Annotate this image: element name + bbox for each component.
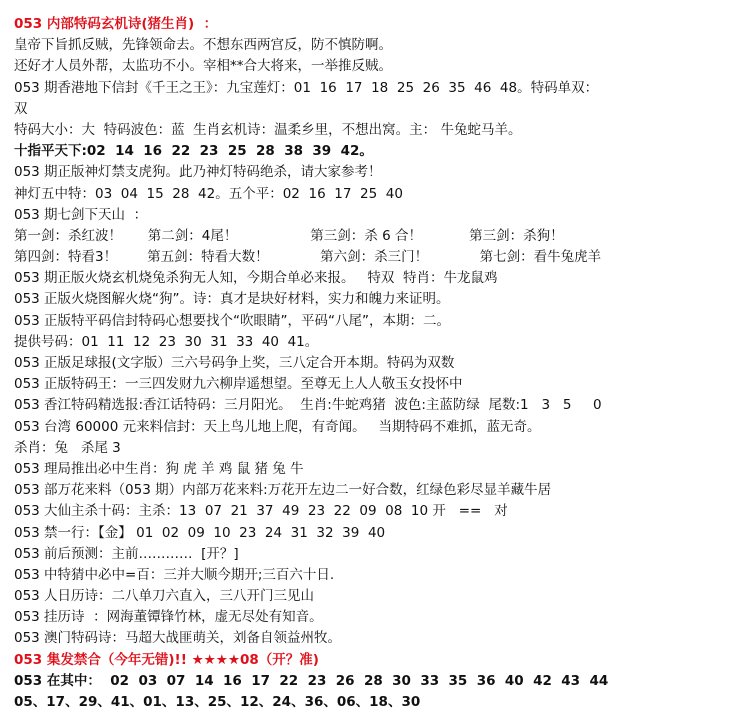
line-28: 053 人日历诗：二八单刀六直入，三八开门三见山 [14, 588, 315, 605]
line-14: 053 正版火烧图解火烧“狗”。诗：真才是块好材料，实力和魄力来证明。 [14, 291, 450, 308]
line-16: 提供号码：01 11 12 23 30 31 33 40 41。 [14, 333, 319, 350]
line-32: 053 在其中： 02 03 07 14 16 17 22 23 26 28 30 33 35 36 40 42 43 44 [14, 672, 609, 689]
line-18: 053 正版特码王：一三四发财九六柳岸遥想望。至尊无上人人敬玉女投怀中 [14, 376, 463, 393]
line-33: 05、17、29、41、01、13、25、12、24、36、06、18、30 [14, 694, 421, 710]
line-09: 神灯五中特：03 04 15 28 42。五个平：02 16 17 25 40 [14, 185, 403, 202]
line-22: 053 理局推出必中生肖：狗 虎 羊 鸡 鼠 猪 兔 牛 [14, 460, 304, 477]
line-12: 第四剑：特看3！ 第五剑：特看大数！ 第六剑：杀三门！ 第七剑：看牛兔虎羊 [14, 249, 602, 266]
line-11: 第一剑：杀红波！ 第二剑：4尾！ 第三剑：杀 6 合！ 第三剑：杀狗！ [14, 227, 564, 244]
line-21: 杀肖：兔 杀尾 3 [14, 439, 121, 456]
line-20: 053 台湾 60000 元来料信封：天上鸟儿地上爬，有奇闻。 当期特码不难抓，蓝无奇。 [14, 418, 541, 435]
line-08: 053 期正版神灯禁支虎狗。此乃神灯特码绝杀，请大家参考！ [14, 164, 382, 181]
line-27: 053 中特猜中必中=百：三并大顺今期开;三百六十日. [14, 566, 335, 583]
line-04: 053 期香港地下信封《千王之王》：九宝莲灯：01 16 17 18 25 26 35 46 48。特码单双： [14, 79, 599, 96]
line-15: 053 正版特平码信封特码心想要找个“吹眼睛”，平码“八尾”，本期：二。 [14, 312, 451, 329]
line-23: 053 部万花来料（053 期）内部万花来料:万花开左边二一好合数，红绿色彩尽显羊藏牛居 [14, 482, 552, 499]
line-25: 053 禁一行：【金】 01 02 09 10 23 24 31 32 39 40 [14, 524, 386, 541]
line-24: 053 大仙主杀十码：主杀：13 07 21 37 49 23 22 09 08 10 开 == 对 [14, 503, 508, 520]
line-19: 053 香江特码精选报:香江话特码：三月阳光。 生肖:牛蛇鸡猪 波色:主蓝防绿 尾数:1 3 5 0 [14, 397, 602, 414]
line-06: 特码大小：大 特码波色：蓝 生肖玄机诗：温柔乡里，不想出窝。主： 牛兔蛇马羊。 [14, 121, 522, 138]
line-02: 皇帝下旨抓反贼，先锋领命去。不想东西两宫反，防不慎防啊。 [14, 37, 392, 54]
line-13: 053 期正版火烧玄机烧兔杀狗无人知，今期合单必来报。 特双 特肖：牛龙鼠鸡 [14, 270, 498, 287]
line-07: 十指平天下:02 14 16 22 23 25 28 38 39 42。 [14, 143, 373, 160]
line-01-title: 053 内部特码玄机诗(猪生肖) ： [14, 16, 218, 32]
line-05: 双 [14, 100, 28, 117]
line-03: 还好才人员外帮，太监功不小。宰相**合大将来，一举推反贼。 [14, 58, 392, 75]
line-31-highlight: 053 集发禁合（今年无错)!! ★★★★08（开？准) [14, 651, 319, 668]
line-17: 053 正版足球报(文字版）三六号码争上奖，三八定合开本期。特码为双数 [14, 355, 455, 371]
line-29: 053 挂历诗 ：网海董镡锋竹林，虚无尽处有知音。 [14, 609, 323, 626]
line-10: 053 期七剑下天山 ： [14, 206, 148, 223]
document-page [14, 14, 732, 713]
line-26: 053 前后预测：主前………… [开？] [14, 545, 239, 562]
line-30: 053 澳门特码诗：马超大战匪萌关，刘备自领益州牧。 [14, 630, 342, 647]
